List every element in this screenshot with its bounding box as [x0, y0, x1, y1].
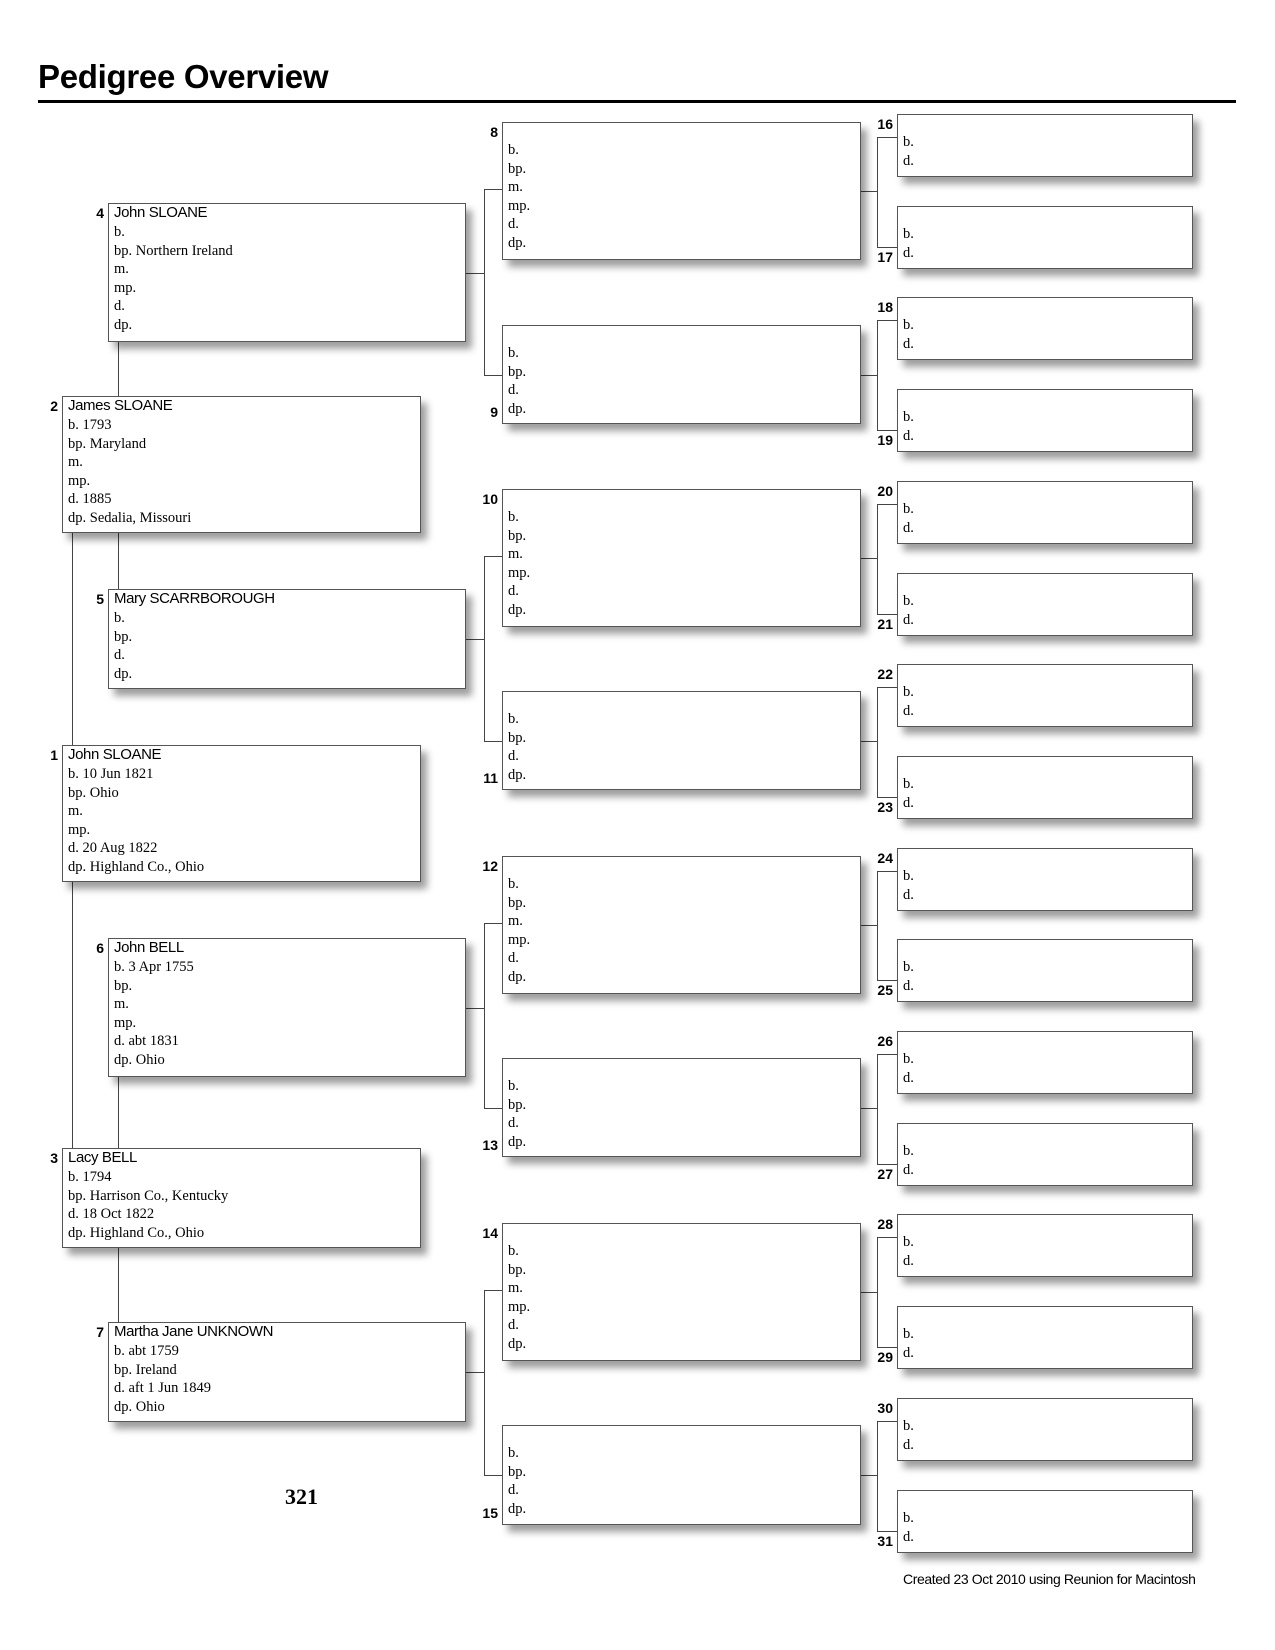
person-name: Martha Jane UNKNOWN [114, 1323, 274, 1340]
person-fact-line: b. [903, 1510, 914, 1526]
person-box-4 [108, 203, 466, 342]
connector-line [877, 320, 897, 321]
connector-line [484, 556, 485, 741]
person-details [114, 203, 233, 335]
person-name: Lacy BELL [68, 1149, 137, 1166]
person-fact-line: b. 1793 [68, 417, 112, 433]
person-details [903, 1509, 914, 1546]
ahnentafel-number: 10 [482, 491, 498, 507]
ahnentafel-number: 17 [877, 249, 893, 265]
person-fact-line: d. [903, 335, 914, 352]
person-fact-line: dp. [508, 1500, 527, 1517]
connector-line [861, 1108, 877, 1109]
ahnentafel-number: 19 [877, 432, 893, 448]
person-details [508, 710, 526, 784]
person-fact-line: d. [903, 1069, 914, 1086]
person-box-3 [62, 1148, 421, 1248]
person-fact-line: dp. Highland Co., Ohio [68, 858, 205, 875]
connector-line [118, 342, 119, 396]
person-fact-line: d. [903, 519, 914, 536]
person-fact-line: dp. [508, 234, 527, 251]
person-fact-line: b. abt 1759 [114, 1343, 179, 1359]
person-fact-line: d. [903, 794, 914, 811]
connector-line [877, 1164, 897, 1165]
page-number: 321 [285, 1484, 318, 1509]
person-fact-line: b. [508, 142, 519, 158]
person-details [508, 141, 530, 253]
connector-line [118, 1248, 119, 1322]
person-box-24 [897, 848, 1193, 911]
person-fact-line: bp. Ohio [68, 784, 119, 801]
person-fact-line: b. [903, 409, 914, 425]
person-fact-line: d. [903, 1344, 914, 1361]
person-fact-line: d. [903, 1436, 914, 1453]
person-fact-line: m. [114, 996, 129, 1013]
connector-line [861, 375, 877, 376]
person-details [903, 775, 914, 812]
person-fact-line: b. [508, 1445, 519, 1461]
person-box-29 [897, 1306, 1193, 1369]
ahnentafel-number: 23 [877, 799, 893, 815]
person-fact-line: b. [903, 1326, 914, 1342]
page-title: Pedigree Overview [38, 58, 329, 95]
ahnentafel-number: 14 [482, 1225, 498, 1241]
connector-line [877, 614, 897, 615]
connector-line [877, 1054, 897, 1055]
connector-line [484, 375, 502, 376]
person-fact-line: d. [903, 152, 914, 169]
person-fact-line: bp. [508, 894, 527, 911]
person-fact-line: b. [508, 1243, 519, 1259]
person-box-20 [897, 481, 1193, 544]
person-fact-line: dp. [508, 1133, 527, 1150]
person-fact-line: bp. Ireland [114, 1361, 177, 1378]
person-details [508, 875, 530, 987]
ahnentafel-number: 1 [50, 747, 58, 763]
person-details [508, 1242, 530, 1354]
person-box-28 [897, 1214, 1193, 1277]
ahnentafel-number: 25 [877, 982, 893, 998]
ahnentafel-number: 6 [96, 940, 104, 956]
connector-line [861, 925, 877, 926]
person-box-11 [502, 691, 861, 790]
connector-line [861, 558, 877, 559]
person-fact-line: d. [903, 1161, 914, 1178]
person-fact-line: d. [508, 1115, 519, 1132]
person-fact-line: mp. [508, 931, 531, 948]
person-fact-line: bp. [114, 628, 133, 645]
person-details [903, 225, 914, 262]
person-details [903, 316, 914, 353]
person-box-31 [897, 1490, 1193, 1553]
connector-line [484, 189, 485, 375]
person-fact-line: d. 1885 [68, 491, 112, 508]
ahnentafel-number: 20 [877, 483, 893, 499]
person-fact-line: dp. [114, 665, 133, 682]
connector-line [877, 1347, 897, 1348]
person-fact-line: dp. [508, 968, 527, 985]
person-fact-line: dp. Ohio [114, 1051, 165, 1068]
person-details [903, 683, 914, 720]
person-fact-line: b. [508, 711, 519, 727]
person-fact-line: m. [508, 913, 523, 930]
connector-line [877, 137, 878, 247]
person-fact-line: d. [508, 1317, 519, 1334]
person-details [114, 1322, 273, 1416]
person-box-23 [897, 756, 1193, 819]
ahnentafel-number: 24 [877, 850, 893, 866]
connector-line [861, 1292, 877, 1293]
person-fact-line: d. [508, 1482, 519, 1499]
connector-line [861, 191, 877, 192]
person-details [114, 589, 275, 683]
person-fact-line: dp. [508, 766, 527, 783]
person-fact-line: m. [68, 803, 83, 820]
person-fact-line: bp. [508, 1096, 527, 1113]
connector-line [877, 1421, 897, 1422]
ahnentafel-number: 15 [482, 1505, 498, 1521]
person-fact-line: d. [903, 1528, 914, 1545]
person-details [903, 133, 914, 170]
person-fact-line: dp. [508, 1335, 527, 1352]
person-fact-line: mp. [114, 279, 137, 296]
person-name: John BELL [114, 939, 184, 956]
person-fact-line: b. [903, 1143, 914, 1159]
connector-line [72, 533, 73, 745]
person-fact-line: b. [903, 134, 914, 150]
ahnentafel-number: 3 [50, 1150, 58, 1166]
connector-line [484, 1290, 485, 1475]
connector-line [877, 797, 897, 798]
person-fact-line: m. [68, 454, 83, 471]
connector-line [466, 1008, 484, 1009]
person-details [68, 1148, 228, 1242]
person-details [903, 1417, 914, 1454]
footer-credit: Created 23 Oct 2010 using Reunion for Macintosh [903, 1571, 1196, 1587]
person-fact-line: dp. Highland Co., Ohio [68, 1224, 205, 1241]
person-fact-line: bp. Harrison Co., Kentucky [68, 1187, 229, 1204]
person-fact-line: d. abt 1831 [114, 1033, 179, 1050]
person-fact-line: dp. [508, 601, 527, 618]
person-fact-line: b. [903, 226, 914, 242]
person-fact-line: mp. [114, 1014, 137, 1031]
person-fact-line: d. [508, 216, 519, 233]
person-fact-line: bp. Northern Ireland [114, 242, 233, 259]
person-fact-line: m. [508, 179, 523, 196]
person-fact-line: d. [903, 427, 914, 444]
person-details [903, 500, 914, 537]
person-fact-line: dp. Ohio [114, 1398, 165, 1415]
ahnentafel-number: 31 [877, 1533, 893, 1549]
connector-line [877, 1421, 878, 1531]
person-fact-line: b. [903, 317, 914, 333]
ahnentafel-number: 29 [877, 1349, 893, 1365]
connector-line [118, 533, 119, 589]
person-fact-line: m. [508, 1280, 523, 1297]
person-name: James SLOANE [68, 397, 173, 414]
connector-line [877, 687, 878, 797]
person-details [903, 408, 914, 445]
person-details [903, 1050, 914, 1087]
connector-line [877, 504, 878, 614]
ahnentafel-number: 5 [96, 591, 104, 607]
person-fact-line: b. [903, 1051, 914, 1067]
person-fact-line: d. [114, 647, 125, 664]
person-details [508, 344, 526, 418]
person-box-21 [897, 573, 1193, 636]
connector-line [877, 1054, 878, 1164]
person-box-10 [502, 489, 861, 627]
person-fact-line: b. [508, 345, 519, 361]
connector-line [484, 556, 502, 557]
person-fact-line: b. [903, 593, 914, 609]
person-fact-line: d. aft 1 Jun 1849 [114, 1380, 212, 1397]
person-fact-line: bp. [508, 160, 527, 177]
ahnentafel-number: 12 [482, 858, 498, 874]
person-fact-line: b. [903, 501, 914, 517]
person-details [903, 1142, 914, 1179]
person-fact-line: b. [903, 959, 914, 975]
connector-line [118, 1077, 119, 1148]
ahnentafel-number: 22 [877, 666, 893, 682]
person-box-5 [108, 589, 466, 689]
connector-line [72, 882, 73, 1148]
person-fact-line: m. [508, 546, 523, 563]
person-details [903, 867, 914, 904]
person-box-25 [897, 939, 1193, 1002]
ahnentafel-number: 30 [877, 1400, 893, 1416]
connector-line [484, 923, 485, 1108]
ahnentafel-number: 26 [877, 1033, 893, 1049]
person-fact-line: bp. Maryland [68, 435, 147, 452]
person-fact-line: b. [903, 1418, 914, 1434]
person-box-17 [897, 206, 1193, 269]
title-rule [38, 100, 1236, 103]
person-box-22 [897, 664, 1193, 727]
person-box-2 [62, 396, 421, 533]
connector-line [877, 1237, 897, 1238]
person-box-30 [897, 1398, 1193, 1461]
connector-line [877, 871, 897, 872]
connector-line [877, 320, 878, 430]
person-box-14 [502, 1223, 861, 1361]
person-box-12 [502, 856, 861, 994]
person-fact-line: dp. [114, 316, 133, 333]
person-fact-line: d. 20 Aug 1822 [68, 840, 158, 857]
ahnentafel-number: 28 [877, 1216, 893, 1232]
ahnentafel-number: 27 [877, 1166, 893, 1182]
person-details [903, 592, 914, 629]
person-fact-line: b. [508, 1078, 519, 1094]
person-fact-line: mp. [508, 564, 531, 581]
connector-line [466, 1372, 484, 1373]
ahnentafel-number: 2 [50, 398, 58, 414]
person-box-27 [897, 1123, 1193, 1186]
ahnentafel-number: 18 [877, 299, 893, 315]
person-box-1 [62, 745, 421, 882]
person-fact-line: d. [903, 977, 914, 994]
person-fact-line: dp. [508, 400, 527, 417]
ahnentafel-number: 11 [483, 770, 498, 786]
person-fact-line: bp. [508, 527, 527, 544]
ahnentafel-number: 21 [877, 616, 893, 632]
person-fact-line: d. [508, 382, 519, 399]
connector-line [877, 1531, 897, 1532]
person-fact-line: bp. [508, 363, 527, 380]
connector-line [484, 1108, 502, 1109]
person-fact-line: b. 3 Apr 1755 [114, 959, 194, 975]
person-box-19 [897, 389, 1193, 452]
connector-line [877, 1237, 878, 1347]
person-box-16 [897, 114, 1193, 177]
person-fact-line: bp. [508, 1261, 527, 1278]
person-fact-line: b. [903, 868, 914, 884]
person-details [903, 1233, 914, 1270]
person-fact-line: b. [903, 776, 914, 792]
person-box-8 [502, 122, 861, 260]
person-details [508, 1077, 526, 1151]
ahnentafel-number: 8 [490, 124, 498, 140]
person-fact-line: b. 10 Jun 1821 [68, 766, 154, 782]
person-details [508, 1444, 526, 1518]
ahnentafel-number: 9 [490, 404, 498, 420]
connector-line [861, 741, 877, 742]
person-fact-line: bp. [114, 977, 133, 994]
ahnentafel-number: 13 [482, 1137, 498, 1153]
person-fact-line: bp. [508, 729, 527, 746]
ahnentafel-number: 4 [96, 205, 104, 221]
person-fact-line: mp. [508, 1298, 531, 1315]
connector-line [877, 504, 897, 505]
person-fact-line: mp. [68, 821, 91, 838]
person-box-15 [502, 1425, 861, 1525]
connector-line [484, 741, 502, 742]
person-fact-line: m. [114, 261, 129, 278]
person-fact-line: b. [903, 684, 914, 700]
person-details [68, 396, 191, 528]
person-box-13 [502, 1058, 861, 1157]
person-box-18 [897, 297, 1193, 360]
person-fact-line: b. 1794 [68, 1169, 112, 1185]
person-details [508, 508, 530, 620]
ahnentafel-number: 16 [877, 116, 893, 132]
person-fact-line: d. [903, 886, 914, 903]
connector-line [877, 871, 878, 980]
ahnentafel-number: 7 [96, 1324, 104, 1340]
person-name: John SLOANE [68, 746, 162, 763]
connector-line [466, 639, 484, 640]
person-fact-line: d. [508, 950, 519, 967]
person-details [114, 938, 194, 1070]
connector-line [877, 980, 897, 981]
person-fact-line: mp. [508, 197, 531, 214]
person-fact-line: b. [114, 610, 125, 626]
connector-line [484, 1475, 502, 1476]
person-fact-line: d. [903, 702, 914, 719]
person-box-9 [502, 325, 861, 424]
person-fact-line: dp. Sedalia, Missouri [68, 509, 192, 526]
connector-line [877, 137, 897, 138]
connector-line [484, 923, 502, 924]
person-fact-line: d. [508, 583, 519, 600]
person-details [903, 1325, 914, 1362]
connector-line [877, 247, 897, 248]
person-fact-line: d. [114, 298, 125, 315]
connector-line [484, 189, 502, 190]
person-fact-line: d. [903, 611, 914, 628]
person-name: Mary SCARRBOROUGH [114, 590, 275, 607]
person-fact-line: bp. [508, 1463, 527, 1480]
person-details [903, 958, 914, 995]
person-fact-line: b. [114, 224, 125, 240]
person-fact-line: b. [508, 509, 519, 525]
person-box-7 [108, 1322, 466, 1422]
person-fact-line: d. [903, 1252, 914, 1269]
connector-line [877, 430, 897, 431]
person-box-26 [897, 1031, 1193, 1094]
person-fact-line: d. [508, 748, 519, 765]
person-details [68, 745, 204, 877]
person-fact-line: mp. [68, 472, 91, 489]
person-box-6 [108, 938, 466, 1077]
connector-line [466, 273, 484, 274]
person-fact-line: b. [508, 876, 519, 892]
connector-line [861, 1475, 877, 1476]
connector-line [484, 1290, 502, 1291]
person-fact-line: d. [903, 244, 914, 261]
person-fact-line: d. 18 Oct 1822 [68, 1206, 155, 1223]
connector-line [877, 687, 897, 688]
person-fact-line: b. [903, 1234, 914, 1250]
person-name: John SLOANE [114, 204, 208, 221]
